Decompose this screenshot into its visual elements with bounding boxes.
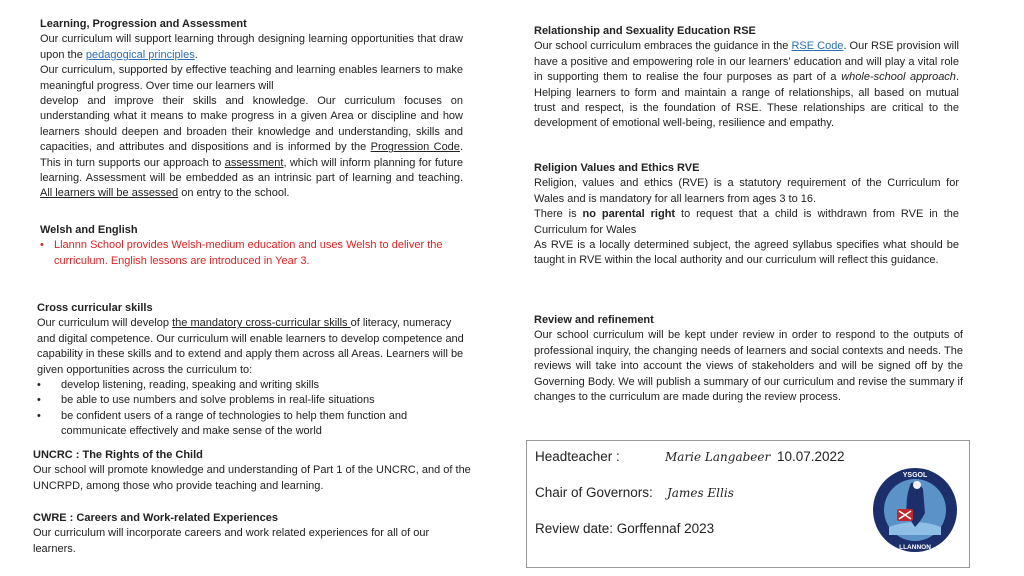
review-section bbox=[534, 313, 963, 405]
rve-section bbox=[534, 161, 959, 269]
headteacher-label: Headteacher : bbox=[535, 449, 620, 464]
cwre-text: Our curriculum will incorporate careers and work related experiences for all of our learners. bbox=[33, 527, 430, 555]
signoff-date: 10.07.2022 bbox=[777, 449, 845, 464]
cwre-heading: CWRE : Careers and Work-related Experiences bbox=[33, 512, 278, 524]
pedagogical-principles-link[interactable]: pedagogical principles bbox=[85, 48, 195, 61]
cross-para: Our curriculum will develop the mandatory cross-curricular skills of literacy, numeracy and digital competence. Our curriculum will enable learners to develop competence and capability in these skills and to extend and apply them across all Areas. Learners will be given opportunities across the curriculum to: bbox=[37, 317, 464, 376]
rse-heading: Relationship and Sexuality Education RSE bbox=[534, 25, 756, 37]
headteacher-signature: Marie Langabeer bbox=[665, 450, 771, 464]
welsh-heading: Welsh and English bbox=[40, 224, 138, 236]
learning-para-1: Our curriculum will support learning through designing learning opportunities that draw upon the pedagogical principles. bbox=[40, 33, 463, 61]
governor-signature: James Ellis bbox=[667, 486, 734, 500]
assessment-link[interactable]: assessment bbox=[224, 156, 284, 169]
rse-text: Our school curriculum embraces the guidance in the RSE Code. Our RSE provision will have a positive and empowering role in our learners’ education and will play a vital role in supporting them to realise the four purposes as part of a whole-school approach. Helping learners to form and maintain a range of relationships, all based on mutual trust and respect, is the foundation of RSE. These relationships are critical to the development of emotional well-being, resilience and empathy. bbox=[534, 40, 959, 130]
uncrc-heading: UNCRC : The Rights of the Child bbox=[33, 449, 203, 461]
review-heading: Review and refinement bbox=[534, 314, 654, 326]
learning-section bbox=[40, 17, 463, 202]
review-text: Our school curriculum will be kept under review in order to respond to the outputs of professional inquiry, the changing needs of learners and social contexts and needs. The reviews will take into account the views of stakeholders and will be signed off by the Governing Body. We will publish a summary of our curriculum and revise the summary if changes to the curriculum are made during the review process. bbox=[534, 329, 963, 404]
rve-para-2: There is no parental right to request that a child is withdrawn from RVE in the Curriculum for Wales bbox=[534, 208, 959, 236]
review-date: Review date: Gorffennaf 2023 bbox=[535, 521, 715, 536]
rve-heading: Religion Values and Ethics RVE bbox=[534, 162, 700, 174]
learning-para-2: Our curriculum, supported by effective teaching and learning enables learners to make meaningful progress. Over time our learners will bbox=[40, 64, 463, 92]
signoff-box bbox=[526, 440, 970, 568]
cross-heading: Cross curricular skills bbox=[37, 302, 153, 314]
learning-para-3: develop and improve their skills and knowledge. Our curriculum focuses on understanding what it means to make progress in a given Area or discipline and how learners should deepen and broaden their knowledge and understanding, skills and capacities, and attributes and dispositions and is informed by the Progression Code. This in turn supports our approach to assessment, which will inform planning for future learning. Assessment will be embedded as an intrinsic part of learning and teaching. All learners will be assessed on entry to the school. bbox=[40, 95, 463, 200]
rse-section bbox=[534, 24, 959, 132]
uncrc-section bbox=[33, 448, 483, 494]
chair-of-governors-label: Chair of Governors: bbox=[535, 485, 653, 500]
welsh-section bbox=[40, 223, 472, 269]
welsh-bullet: • Llannn School provides Welsh-medium education and uses Welsh to deliver the curriculum. English lessons are introduced in Year 3. bbox=[40, 238, 472, 269]
cross-bullet: • be confident users of a range of technologies to help them function and communicate effectively and make sense of the world bbox=[37, 409, 472, 440]
cross-bullet: • develop listening, reading, speaking and writing skills bbox=[37, 378, 472, 393]
rve-para-3: As RVE is a locally determined subject, the agreed syllabus specifies what should be taught in RVE within the local authority and our curriculum will reflect this guidance. bbox=[534, 239, 959, 267]
cross-bullet: • be able to use numbers and solve problems in real-life situations bbox=[37, 393, 472, 408]
cross-curricular-section bbox=[37, 301, 472, 440]
cwre-section bbox=[33, 511, 473, 557]
rse-code-link[interactable]: RSE Code bbox=[791, 40, 844, 53]
uncrc-text: Our school will promote knowledge and understanding of Part 1 of the UNCRC, and of the UNCRPD, among those who provide teaching and learning. bbox=[33, 464, 471, 492]
logo-bottom-text: LLANNON bbox=[899, 544, 931, 551]
all-learners-assessed-link[interactable]: All learners will be assessed bbox=[40, 187, 179, 200]
rve-para-1: Religion, values and ethics (RVE) is a statutory requirement of the Curriculum for Wales and is mandatory for all learners from ages 3 to 16. bbox=[534, 177, 959, 205]
school-logo bbox=[871, 465, 959, 555]
cross-curricular-skills-link[interactable]: the mandatory cross-curricular skills bbox=[172, 317, 351, 330]
progression-code-link[interactable]: Progression Code bbox=[370, 141, 460, 154]
logo-top-text: YSGOL bbox=[902, 472, 928, 479]
learning-heading: Learning, Progression and Assessment bbox=[40, 18, 247, 30]
